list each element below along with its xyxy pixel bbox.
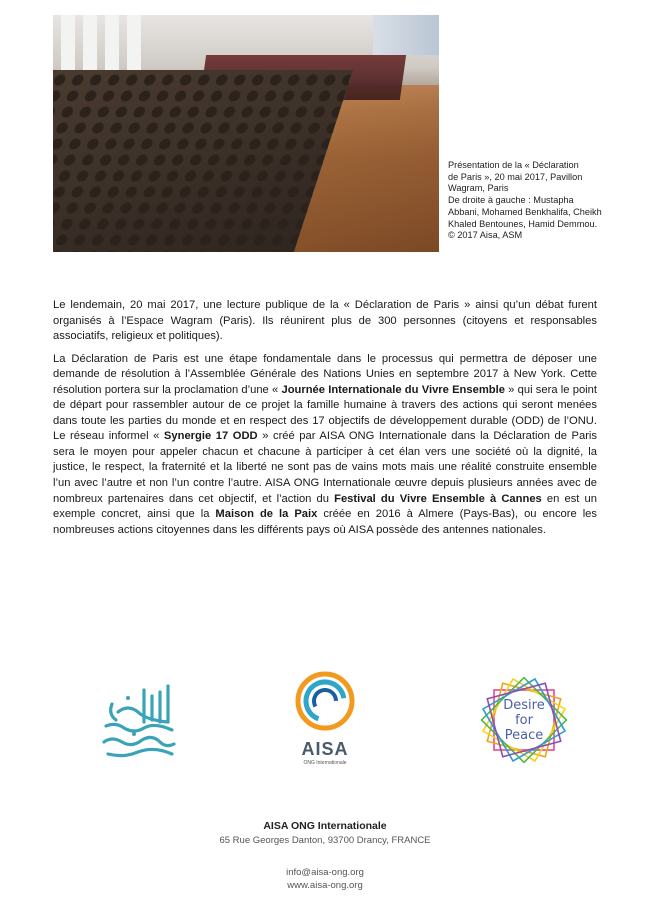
- aisa-logo: [294, 670, 356, 778]
- caption-line: © 2017 Aisa, ASM: [448, 230, 523, 241]
- photo-caption: [448, 160, 623, 242]
- hall-window: [83, 15, 97, 75]
- text-run: La Déclaration de Paris est une étape fondamentale dans le processus qui permettra de déposer une demande de résolution à l’Assemblée Générale des Nations Unies en septembre 2017 à New York. Cette résolution portera sur la proclamation d’une «: [53, 352, 597, 396]
- footer-email[interactable]: info@aisa-ong.org: [286, 867, 364, 878]
- bold-synergie: Synergie 17 ODD: [163, 430, 258, 443]
- desire-for-peace-logo: [472, 668, 576, 772]
- text-run: » qui sera le point de départ pour rassembler autour de ce projet la famille humaine à travers des actions qui seront menées dans toute les parties du monde et en respect des 17 objectifs de développement durable (ODD) de l’ONU. Le réseau informel «: [53, 383, 597, 443]
- bold-festival: Festival du Vivre Ensemble à Cannes: [334, 492, 542, 505]
- caption-line: de Paris », 20 mai 2017, Pavillon: [448, 171, 583, 182]
- desire-text: [472, 698, 576, 743]
- footer-org: AISA ONG Internationale: [263, 820, 387, 832]
- bold-maison: Maison de la Paix: [215, 508, 318, 521]
- hall-window: [61, 15, 75, 75]
- arabic-calligraphy-icon: [98, 682, 180, 762]
- arabic-calligraphy-logo-icon: [98, 682, 180, 762]
- footer-address: 65 Rue Georges Danton, 93700 Drancy, FRANCE: [219, 835, 431, 846]
- caption-line: Wagram, Paris: [448, 183, 509, 194]
- paragraph-declaration: [53, 352, 597, 539]
- footer-website[interactable]: www.aisa-ong.org: [287, 880, 363, 891]
- paragraph-intro: Le lendemain, 20 mai 2017, une lecture publique de la « Déclaration de Paris » ainsi qu’un débat furent organisés à l’Espace Wagram (Paris). Ils réunirent plus de 300 personnes (citoyens et responsables associatifs, religieux et politiques).: [53, 299, 597, 343]
- conference-photo: [53, 15, 439, 252]
- aisa-name: AISA: [301, 739, 349, 759]
- desire-line: for: [515, 713, 533, 728]
- caption-line: Abbani, Mohamed Benkhalifa, Cheikh: [448, 206, 602, 217]
- desire-line: Peace: [504, 728, 544, 743]
- bold-journee: Journée Internationale du Vivre Ensemble: [281, 383, 505, 396]
- text-run: en est un exemple concret, ainsi que la: [53, 492, 597, 521]
- desire-line: Desire: [503, 698, 545, 713]
- text-run: » créé par AISA ONG Internationale dans la Déclaration de Paris sera le moyen pour appeler chacun et chacune à participer à cet élan vers une société où la dignité, la justice, le respect, la fraternité et la liberté ne sont pas de vains mots mais une réalité construite ensemble l’un avec l’autre et non l’un contre l’autre. AISA ONG Internationale œuvre depuis plusieurs années avec de nombreux partenaires dans cet objectif, et l’action du: [53, 430, 598, 505]
- aisa-subtitle: ONG Internationale: [303, 760, 347, 766]
- article-body: [53, 298, 597, 545]
- caption-line: Présentation de la « Déclaration: [448, 160, 579, 170]
- caption-line: De droite à gauche : Mustapha: [448, 195, 574, 206]
- text-run: créée en 2016 à Almere (Pays-Bas), ou encore les nombreuses actions citoyennes dans les différents pays où AISA possède des antennes nationales.: [53, 508, 598, 536]
- hall-window: [105, 15, 119, 75]
- aisa-rings-icon: [294, 670, 356, 732]
- projection-screen: [373, 15, 439, 55]
- footer: [0, 820, 650, 892]
- caption-line: Khaled Bentounes, Hamid Demmou.: [448, 218, 598, 229]
- hall-window: [127, 15, 141, 75]
